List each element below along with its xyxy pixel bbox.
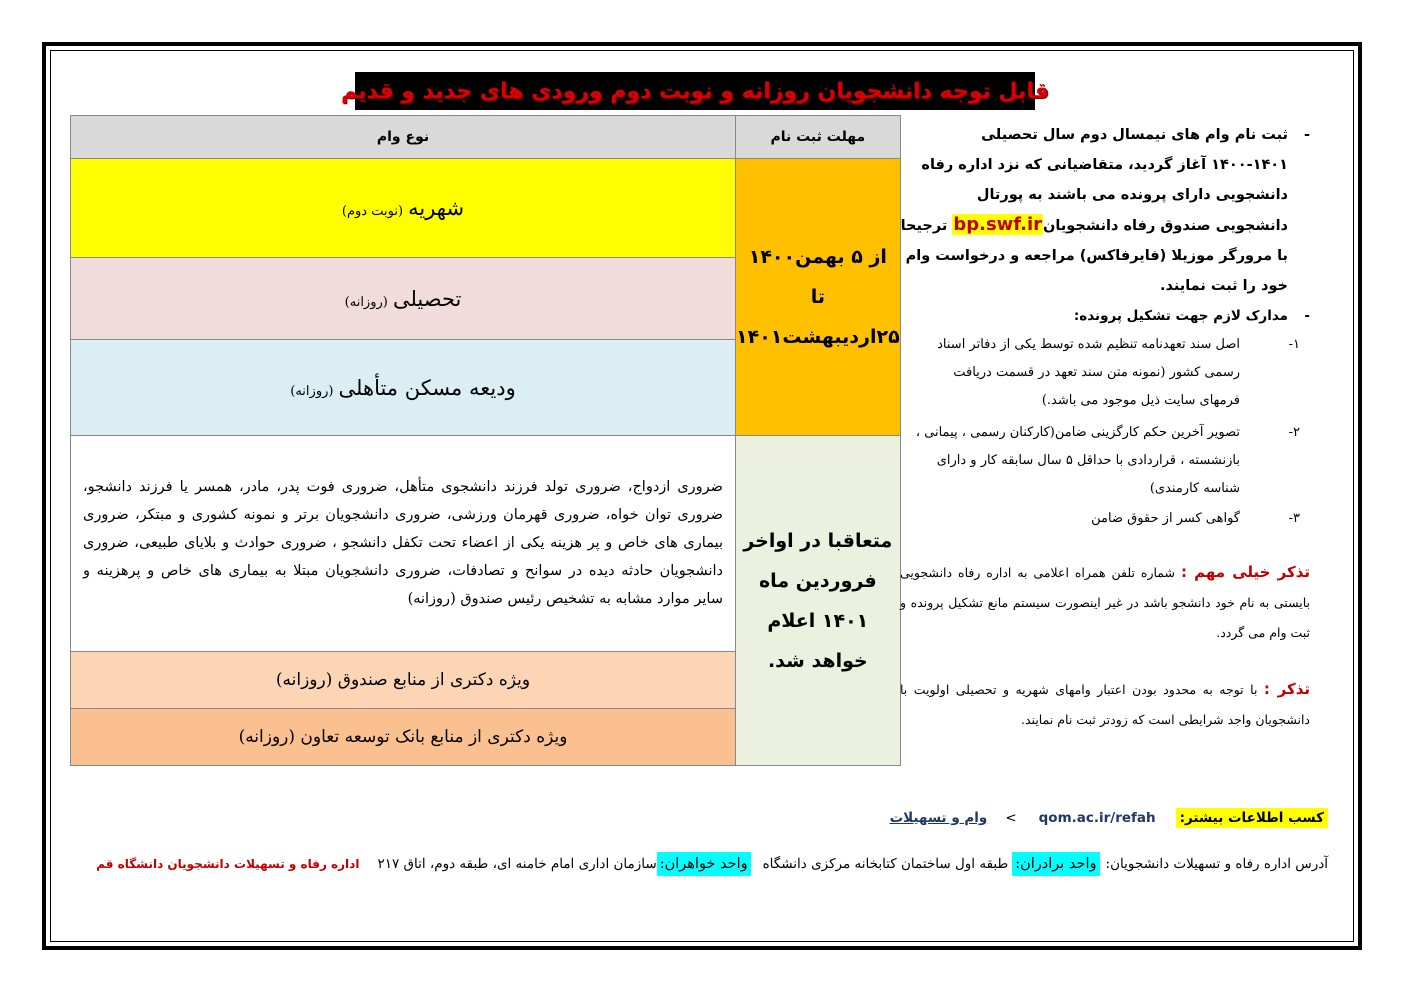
important-note-label: تذکر خیلی مهم : — [1180, 563, 1310, 581]
document-number: ۱- — [1288, 337, 1300, 352]
intro-paragraph — [900, 120, 1310, 301]
bullet-dash: - — [1304, 308, 1310, 324]
loan-row-educational — [71, 258, 736, 340]
note-text: با توجه به محدود بودن اعتبار وامهای شهریه و تحصیلی اولویت با دانشجویان واجد شرایطی است که زودتر ثبت نام نمایند. — [900, 682, 1310, 727]
intro-text-after: ترجیحا با مرورگر موزیلا (فایرفاکس) مراجعه و درخواست وام خود را ثبت نمایند. — [900, 218, 1288, 294]
loan-name: شهریه — [408, 196, 465, 220]
office-name: اداره رفاه و تسهیلات دانشجویان دانشگاه قم — [96, 857, 360, 871]
address-prefix: آدرس اداره رفاه و تسهیلات دانشجویان: — [1105, 856, 1328, 872]
important-note-text: شماره تلفن همراه اعلامی به اداره رفاه دانشجویی بایستی به نام خود دانشجو باشد در غیر اینصورت سیستم مانع تشکیل پرونده و ثبت وام می گردد. — [900, 565, 1310, 640]
loan-sub: (روزانه) — [290, 383, 334, 399]
loan-row-emergency — [71, 436, 736, 652]
document-text: اصل سند تعهدنامه تنظیم شده توسط یکی از دفاتر اسناد رسمی کشور (نمونه متن سند تعهد در قسمت دریافت فرمهای سایت ذیل موجود می باشد.) — [937, 337, 1240, 408]
document-text: تصویر آخرین حکم کارگزینی ضامن(کارکنان رسمی ، پیمانی ، بازنشسته ، قراردادی با حداقل ۵ سال سابقه کار و دارای شناسه کارمندی) — [915, 425, 1240, 496]
deadline-cell-1 — [736, 159, 901, 436]
loan-row-phd-fund — [71, 652, 736, 709]
deadline-line: از ۵ بهمن۱۴۰۰ — [748, 246, 887, 268]
more-info-label: کسب اطلاعات بیشتر: — [1176, 808, 1328, 828]
header-loan-type: نوع وام — [71, 116, 736, 159]
deadline-line: ۱۴۰۱ اعلام — [767, 609, 869, 632]
deadline-line: ۲۵اردیبهشت۱۴۰۱ — [736, 326, 900, 348]
portal-link[interactable]: bp.swf.ir — [953, 214, 1043, 235]
loan-row-phd-bank — [71, 709, 736, 766]
header-deadline: مهلت ثبت نام — [736, 116, 901, 159]
important-note — [900, 557, 1310, 648]
loan-row-housing — [71, 340, 736, 436]
documents-title-text: مدارک لازم جهت تشکیل پرونده: — [1073, 308, 1288, 324]
loan-sub: (نوبت دوم) — [341, 204, 404, 219]
more-info — [890, 808, 1328, 828]
deadline-line: خواهد شد. — [767, 649, 868, 672]
loan-table — [70, 115, 901, 766]
website-link[interactable]: qom.ac.ir/refah — [1038, 810, 1156, 826]
emergency-loan-text: ضروری ازدواج، ضروری تولد فرزند دانشجوی متأهل، ضروری فوت پدر، مادر، همسر یا فرزند دانشجو، ضروری توان خواه، ضروری قهرمان ورزشی، ضروری دانشجویان برتر و نمونه کشوری و مبتکر، ضروری بیماری های خاص و پر هزینه یکی از اعضاء تحت تکفل دانشجو ، ضروری حوادث و بلایای طبیعی، ضروری دانشجویان حادثه دیده در سوانح و تصادفات، ضروری دانشجویان مبتلا به بیماری های خاص و پرهزینه و سایر موارد مشابه به تشخیص رئیس صندوق (روزانه) — [83, 478, 723, 607]
info-column — [900, 120, 1310, 735]
loan-sub: (روزانه) — [344, 294, 388, 310]
link-separator: > — [1005, 810, 1017, 826]
loan-name: ودیعه مسکن متأهلی — [338, 375, 516, 400]
sisters-unit-label: واحد خواهران: — [657, 852, 751, 876]
intro-text: ثبت نام وام های نیمسال دوم سال تحصیلی ۱۴۰۱-۱۴۰۰ آغاز گردید، متقاضیانی که نزد اداره رفاه دانشجویی دارای پرونده می باشند به پورتال دانشجویی صندوق رفاه دانشجویان — [921, 127, 1288, 234]
loan-name: ویژه دکتری از منابع بانک توسعه تعاون (روزانه) — [238, 727, 568, 747]
address-line — [96, 852, 1328, 876]
title-banner — [341, 72, 1049, 110]
sisters-unit-text: سازمان اداری امام خامنه ای، طبقه دوم، اتاق ۲۱۷ — [377, 856, 657, 872]
loan-row-tuition — [71, 159, 736, 258]
loan-name: ویژه دکتری از منابع صندوق (روزانه) — [275, 670, 531, 690]
document-item — [900, 505, 1310, 533]
document-number: ۳- — [1288, 511, 1300, 526]
brothers-unit-label: واحد برادران: — [1012, 852, 1099, 876]
document-item — [900, 419, 1310, 503]
note-label: تذکر : — [1263, 680, 1310, 698]
deadline-line: تا — [810, 286, 825, 308]
document-text: گواهی کسر از حقوق ضامن — [1091, 511, 1240, 526]
note — [900, 674, 1310, 735]
brothers-unit-text: طبقه اول ساختمان کتابخانه مرکزی دانشگاه — [762, 856, 1009, 872]
document-item — [900, 331, 1310, 415]
documents-title — [900, 305, 1310, 327]
bullet-dash: - — [1303, 127, 1310, 143]
page-title: قابل توجه دانشجویان روزانه و نوبت دوم ورودی های جدید و قدیم — [341, 78, 1049, 104]
loan-name: تحصیلی — [392, 286, 462, 311]
loans-section-link[interactable]: وام و تسهیلات — [889, 810, 988, 826]
deadline-line: فروردین ماه — [758, 569, 877, 592]
document-number: ۲- — [1288, 425, 1300, 440]
deadline-cell-2 — [736, 436, 901, 766]
deadline-line: متعاقبا در اواخر — [743, 529, 893, 552]
